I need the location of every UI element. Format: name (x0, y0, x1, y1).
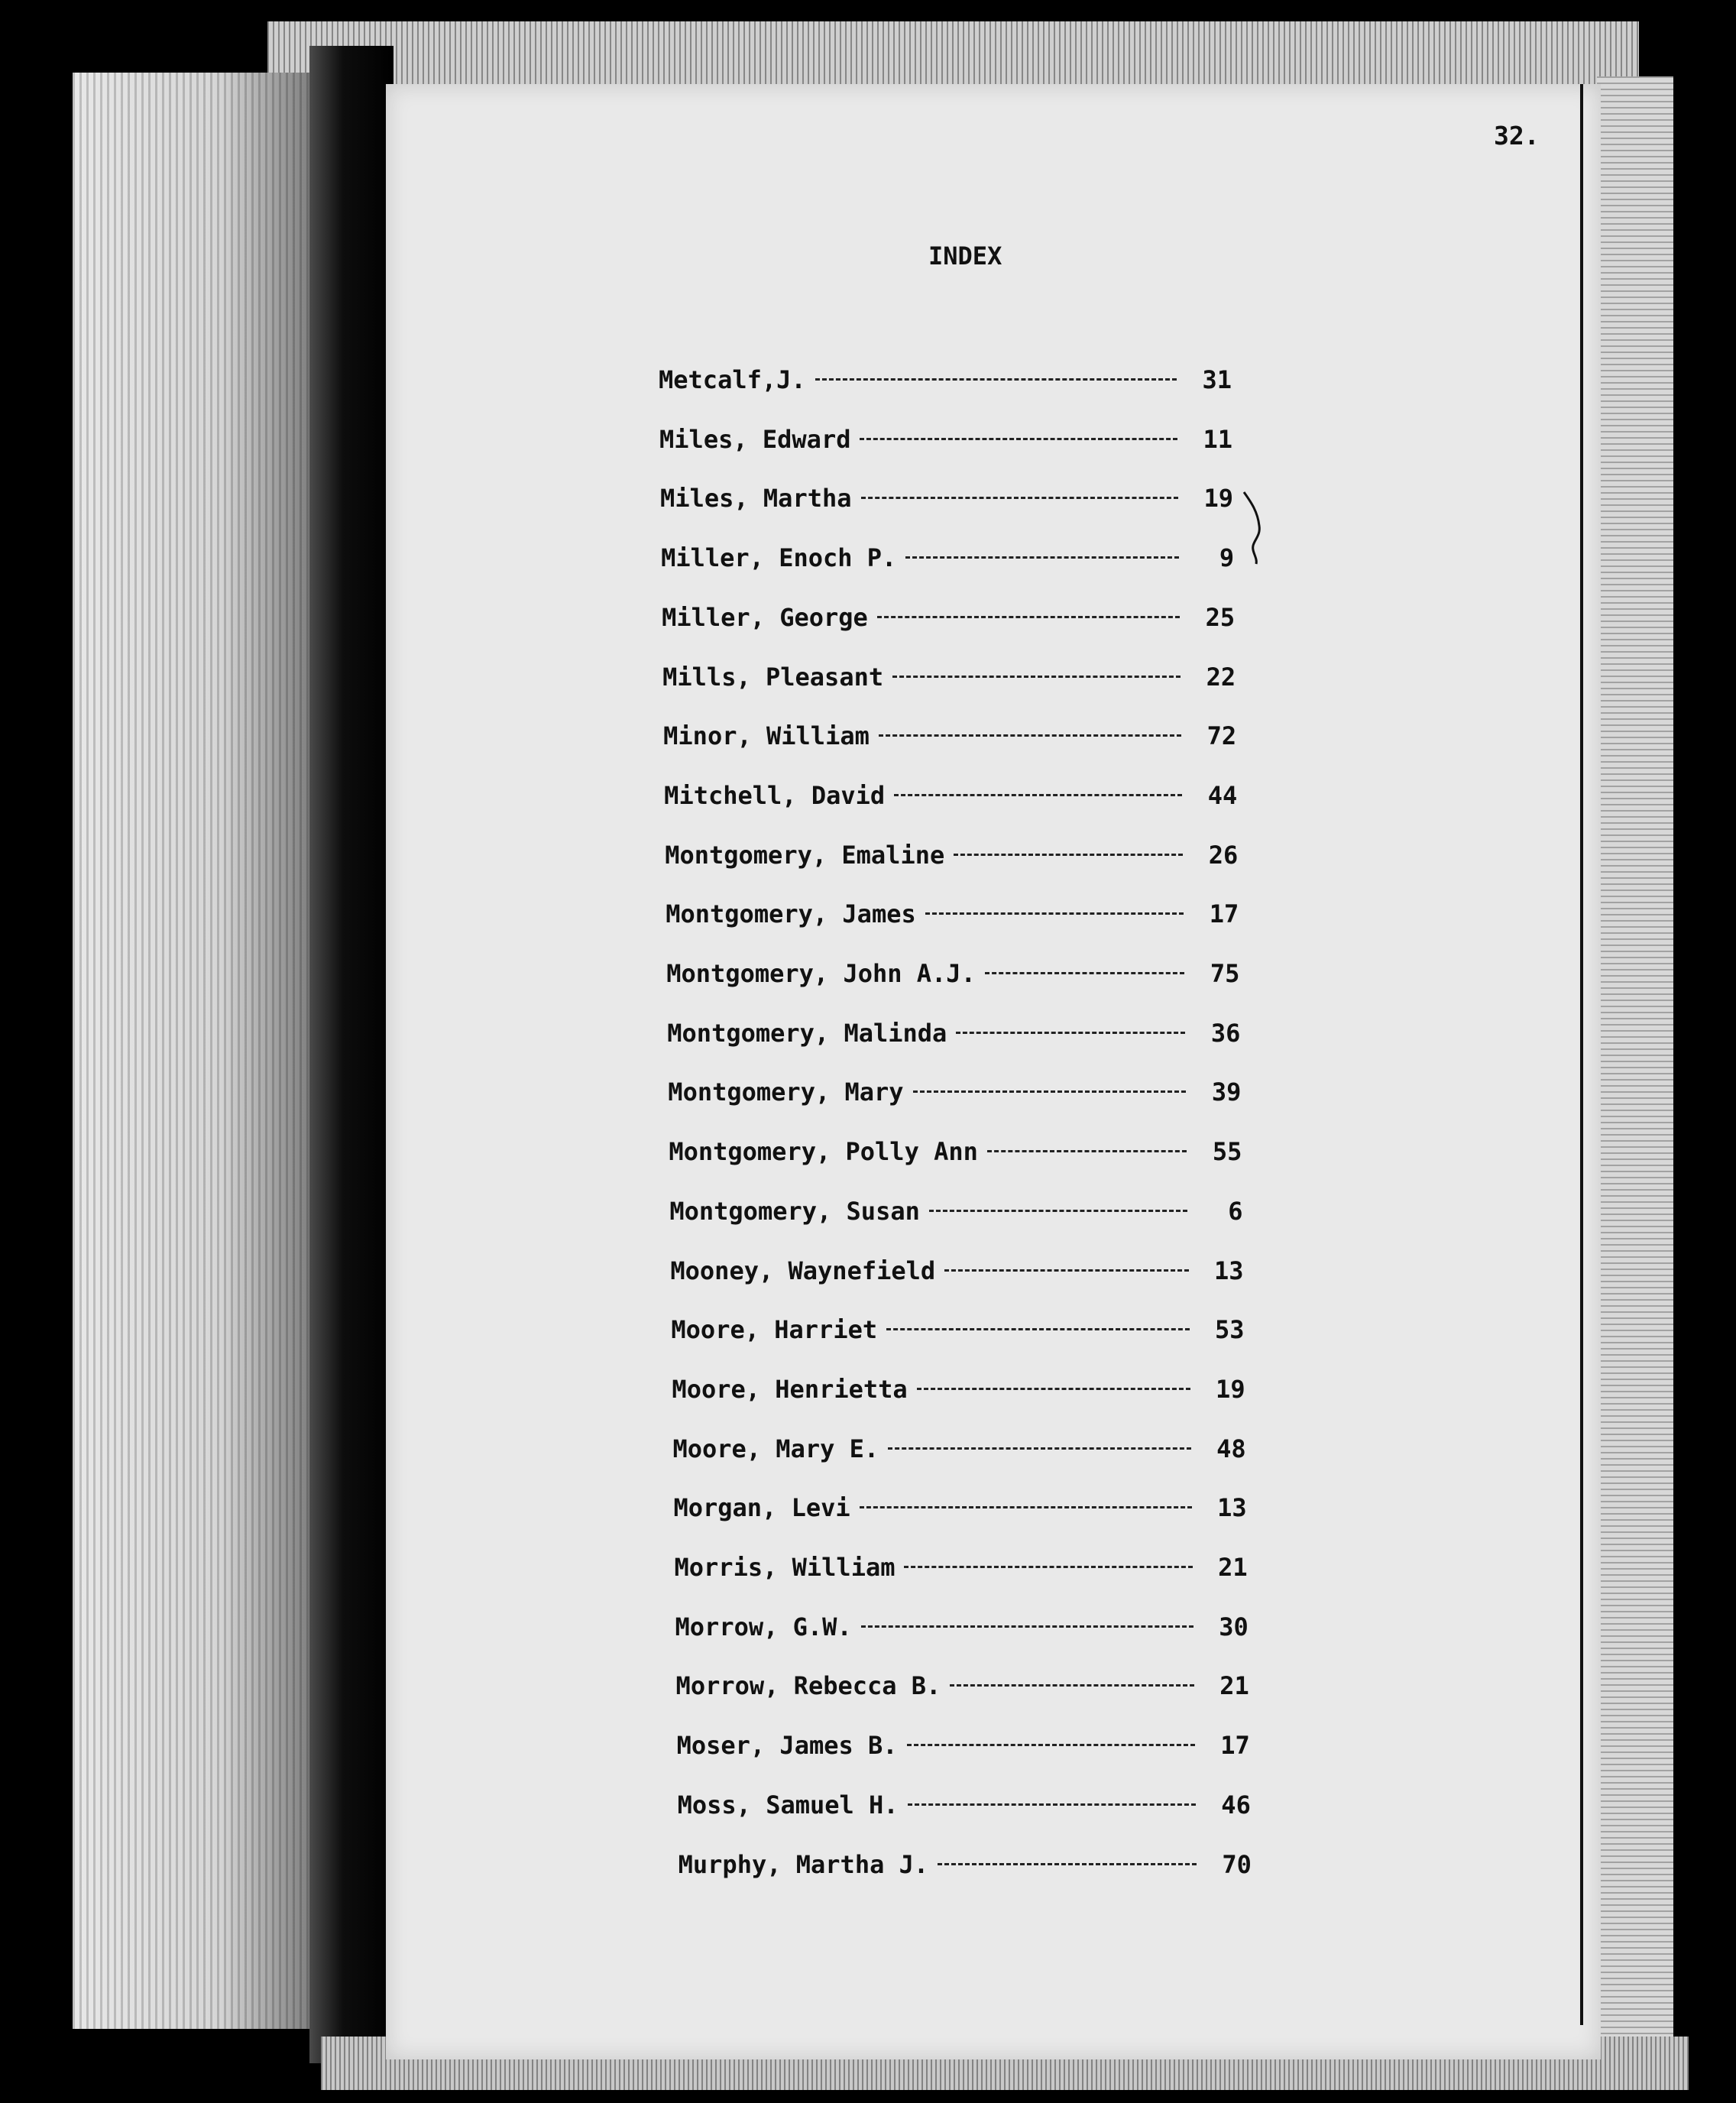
index-entry-page-number: 6 (1228, 1196, 1243, 1226)
dotted-leader-line (877, 616, 1180, 618)
index-entry-page-number: 17 (1220, 1731, 1250, 1761)
index-entry-page-number: 21 (1218, 1553, 1248, 1582)
index-entry-name: Moore, Mary E. (672, 1434, 879, 1463)
index-entry (664, 781, 1237, 813)
index-entry-name: Miller, George (662, 602, 868, 632)
dotted-leader-line (904, 1566, 1192, 1568)
index-entry-name: Morris, William (674, 1553, 896, 1582)
index-entry (669, 1137, 1242, 1169)
index-entry (672, 1375, 1245, 1407)
dotted-leader-line (985, 972, 1185, 974)
index-entry-name: Morrow, G.W. (675, 1612, 852, 1641)
index-entry-page-number: 48 (1216, 1434, 1246, 1463)
index-entry (677, 1731, 1250, 1763)
index-entry (671, 1315, 1244, 1347)
index-entry-page-number: 19 (1216, 1374, 1245, 1404)
dotted-leader-line (861, 1625, 1194, 1628)
page-number: 32. (1494, 121, 1540, 151)
index-entry-page-number: 31 (1202, 365, 1232, 394)
index-entry-page-number: 72 (1206, 721, 1237, 751)
index-entry (670, 1256, 1243, 1288)
handwritten-brace-mark (1241, 489, 1268, 565)
index-entry-name: Montgomery, James (666, 899, 916, 929)
index-entry-page-number: 30 (1219, 1612, 1249, 1641)
index-entry (665, 841, 1238, 873)
dotted-leader-line (860, 438, 1177, 440)
index-entry-page-number: 9 (1219, 543, 1235, 573)
dotted-leader-line (908, 1803, 1196, 1806)
dotted-leader-line (879, 734, 1181, 737)
dotted-leader-line (905, 556, 1179, 559)
dotted-leader-line (956, 1032, 1185, 1034)
dotted-leader-line (907, 1744, 1195, 1746)
index-entry-name: Mills, Pleasant (662, 662, 884, 692)
index-entry-name: Miles, Edward (659, 424, 851, 454)
dotted-leader-line (894, 794, 1182, 796)
index-entry (663, 721, 1236, 753)
left-page-edge (73, 73, 317, 2029)
index-entry-page-number: 36 (1210, 1018, 1241, 1048)
index-entry-page-number: 17 (1209, 899, 1239, 929)
index-entry (659, 365, 1232, 397)
index-entry (666, 899, 1239, 932)
index-entry-name: Moore, Harriet (671, 1315, 878, 1345)
index-entry (668, 1077, 1241, 1110)
dotted-leader-line (950, 1684, 1194, 1687)
index-entry (667, 1019, 1240, 1051)
index-entry-name: Montgomery, John A.J. (666, 959, 976, 988)
index-entry-page-number: 22 (1206, 662, 1236, 692)
index-entry (673, 1493, 1246, 1525)
book-right-edge (1597, 76, 1673, 2071)
index-entry-name: Montgomery, Polly Ann (669, 1137, 978, 1167)
index-entry-page-number: 75 (1210, 959, 1240, 988)
index-entry (661, 543, 1234, 575)
page-right-border-line (1580, 84, 1583, 2025)
index-entry-name: Montgomery, Malinda (667, 1018, 947, 1048)
index-entry-name: Mooney, Waynefield (670, 1256, 936, 1285)
dotted-leader-line (861, 497, 1179, 499)
index-entry-page-number: 25 (1205, 602, 1236, 632)
index-entry (675, 1612, 1249, 1644)
index-entry (662, 663, 1236, 695)
index-entry-name: Moser, James B. (676, 1731, 898, 1761)
index-entry-page-number: 46 (1221, 1790, 1251, 1819)
dotted-leader-line (944, 1269, 1188, 1272)
index-entry (676, 1671, 1249, 1703)
index-entry-name: Miller, Enoch P. (661, 543, 897, 573)
index-entry (666, 959, 1239, 991)
dotted-leader-line (892, 676, 1181, 678)
index-entry-name: Morgan, Levi (673, 1493, 850, 1523)
index-entry-name: Mitchell, David (664, 780, 886, 810)
dotted-leader-line (886, 1328, 1189, 1330)
dotted-leader-line (925, 912, 1184, 915)
index-entry-page-number: 13 (1217, 1493, 1247, 1523)
index-entry (675, 1553, 1248, 1585)
index-entry-page-number: 55 (1212, 1137, 1242, 1167)
index-entry (672, 1434, 1245, 1466)
index-entry-name: Montgomery, Susan (669, 1196, 920, 1226)
index-entry (678, 1790, 1251, 1823)
index-heading: INDEX (928, 241, 1002, 271)
index-entry-page-number: 11 (1203, 424, 1233, 454)
index-entry-name: Murphy, Martha J. (678, 1849, 929, 1879)
index-entry-page-number: 19 (1203, 484, 1234, 514)
index-entry (659, 425, 1232, 457)
index-entry-name: Miles, Martha (660, 484, 852, 514)
index-entry (662, 603, 1235, 635)
dotted-leader-line (913, 1090, 1187, 1093)
dotted-leader-line (917, 1388, 1190, 1390)
index-entry-name: Morrow, Rebecca B. (675, 1671, 941, 1701)
book-top-edge (267, 21, 1639, 90)
index-entry-page-number: 44 (1207, 780, 1238, 810)
dotted-leader-line (987, 1150, 1187, 1152)
index-entry-page-number: 26 (1208, 840, 1239, 870)
index-entry (679, 1850, 1252, 1882)
book-binding-shadow (309, 46, 394, 2063)
index-entry-name: Metcalf,J. (659, 365, 806, 394)
index-entry-name: Moss, Samuel H. (677, 1790, 899, 1819)
index-entry-name: Moore, Henrietta (672, 1374, 908, 1404)
dotted-leader-line (815, 378, 1177, 381)
index-entry-page-number: 13 (1213, 1256, 1244, 1285)
dotted-leader-line (860, 1506, 1192, 1508)
index-entry-page-number: 21 (1219, 1671, 1249, 1701)
index-entry-page-number: 70 (1222, 1849, 1252, 1879)
index-entry-name: Minor, William (663, 721, 870, 751)
dotted-leader-line (929, 1210, 1188, 1212)
index-entry-page-number: 39 (1211, 1077, 1242, 1107)
dotted-leader-line (938, 1863, 1197, 1865)
index-entry-name: Montgomery, Mary (668, 1077, 904, 1107)
index-entry (669, 1197, 1242, 1229)
index-entry-page-number: 53 (1215, 1315, 1245, 1345)
dotted-leader-line (888, 1447, 1190, 1450)
dotted-leader-line (954, 854, 1183, 856)
index-entry-name: Montgomery, Emaline (665, 840, 945, 870)
index-entry (660, 484, 1233, 516)
